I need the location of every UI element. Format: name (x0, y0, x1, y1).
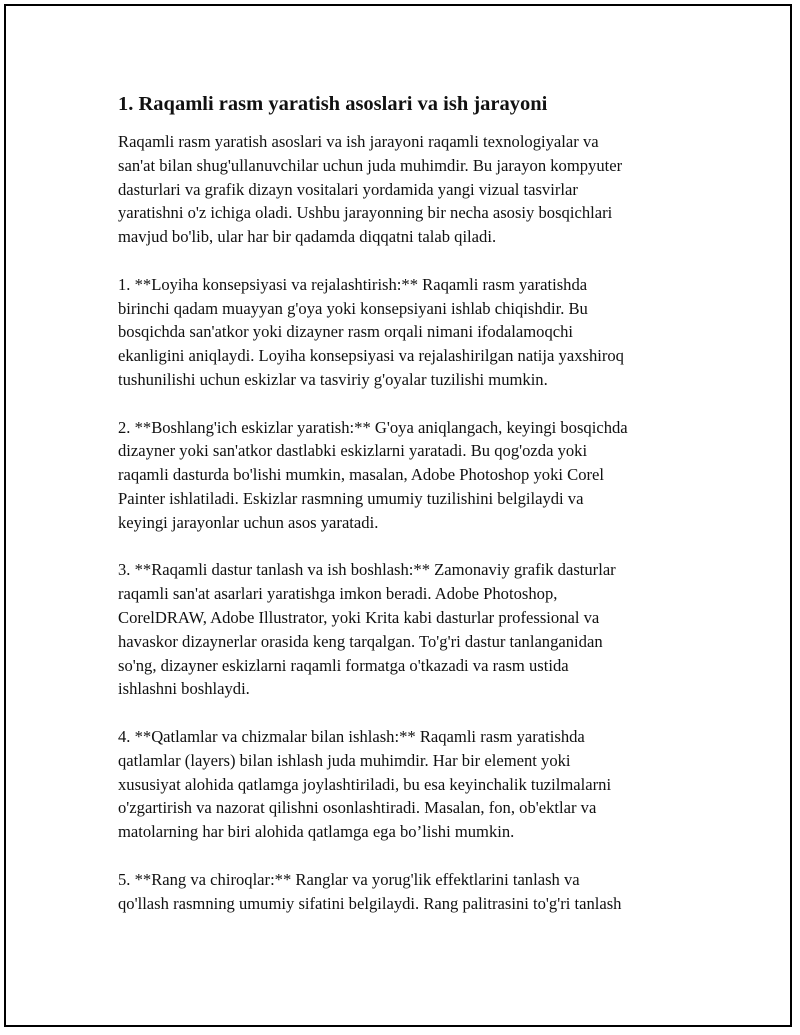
paragraph-step-4 (118, 725, 698, 844)
paragraph-step-2 (118, 416, 698, 535)
text-line: tushunilishi uchun eskizlar va tasviriy g'oyalar tuzilishi mumkin. (118, 369, 548, 389)
paragraph-step-1 (118, 273, 698, 392)
document-title: 1. Raqamli rasm yaratish asoslari va ish jarayoni (118, 93, 548, 115)
text-line: ishlashni boshlaydi. (118, 679, 250, 699)
text-line: birinchi qadam muayyan g'oya yoki konsepsiyani ishlab chiqishdir. Bu (118, 298, 588, 318)
text-line: 1. **Loyiha konsepsiyasi va rejalashtirish:** Raqamli rasm yaratishda (118, 274, 588, 294)
text-line: CorelDRAW, Adobe Illustrator, yoki Krita kabi dasturlar professional va (118, 607, 600, 627)
text-line: dizayner yoki san'atkor dastlabki eskizlarni yaratadi. Bu qog'ozda yoki (118, 441, 588, 461)
text-line: xususiyat alohida qatlamga joylashtiriladi, bu esa keyinchalik tuzilmalarni (118, 774, 612, 794)
text-line: 5. **Rang va chiroqlar:** Ranglar va yorug'lik effektlarini tanlash va (118, 869, 580, 889)
text-line: matolarning har biri alohida qatlamga ega bo’lishi mumkin. (118, 822, 515, 842)
text-line: 4. **Qatlamlar va chizmalar bilan ishlash:** Raqamli rasm yaratishda (118, 726, 585, 746)
text-line: 3. **Raqamli dastur tanlash va ish boshlash:** Zamonaviy grafik dasturlar (118, 560, 616, 580)
text-line: ekanligini aniqlaydi. Loyiha konsepsiyasi va rejalashirilgan natija yaxshiroq (118, 346, 624, 366)
text-line: qo'llash rasmning umumiy sifatini belgilaydi. Rang palitrasini to'g'ri tanlash (118, 893, 622, 913)
text-line: so'ng, dizayner eskizlarni raqamli formatga o'tkazadi va rasm ustida (118, 655, 569, 675)
text-line: keyingi jarayonlar uchun asos yaratadi. (118, 512, 379, 532)
paragraph-step-5 (118, 868, 698, 916)
text-line: yaratishni o'z ichiga oladi. Ushbu jarayonning bir necha asosiy bosqichlari (118, 203, 613, 223)
text-line: dasturlari va grafik dizayn vositalari yordamida yangi vizual tasvirlar (118, 179, 578, 199)
text-line: san'at bilan shug'ullanuvchilar uchun juda muhimdir. Bu jarayon kompyuter (118, 155, 623, 175)
text-line: mavjud bo'lib, ular har bir qadamda diqqatni talab qiladi. (118, 227, 497, 247)
text-line: havaskor dizaynerlar orasida keng tarqalgan. To'g'ri dastur tanlanganidan (118, 631, 603, 651)
text-line: Painter ishlatiladi. Eskizlar rasmning umumiy tuzilishini belgilaydi va (118, 488, 584, 508)
text-line: raqamli dasturda bo'lishi mumkin, masalan, Adobe Photoshop yoki Corel (118, 465, 604, 485)
text-line: Raqamli rasm yaratish asoslari va ish jarayoni raqamli texnologiyalar va (118, 132, 599, 151)
paragraph-intro (118, 130, 698, 249)
text-line: qatlamlar (layers) bilan ishlash juda muhimdir. Har bir element yoki (118, 750, 571, 770)
document-body (118, 90, 698, 939)
text-line: raqamli san'at asarlari yaratishga imkon beradi. Adobe Photoshop, (118, 584, 558, 604)
text-line: bosqichda san'atkor yoki dizayner rasm orqali nimani ifodalamoqchi (118, 322, 574, 342)
text-line: 2. **Boshlang'ich eskizlar yaratish:** G'oya aniqlangach, keyingi bosqichda (118, 417, 628, 437)
paragraph-step-3 (118, 558, 698, 701)
text-line: o'zgartirish va nazorat qilishni osonlashtiradi. Masalan, fon, ob'ektlar va (118, 798, 597, 818)
